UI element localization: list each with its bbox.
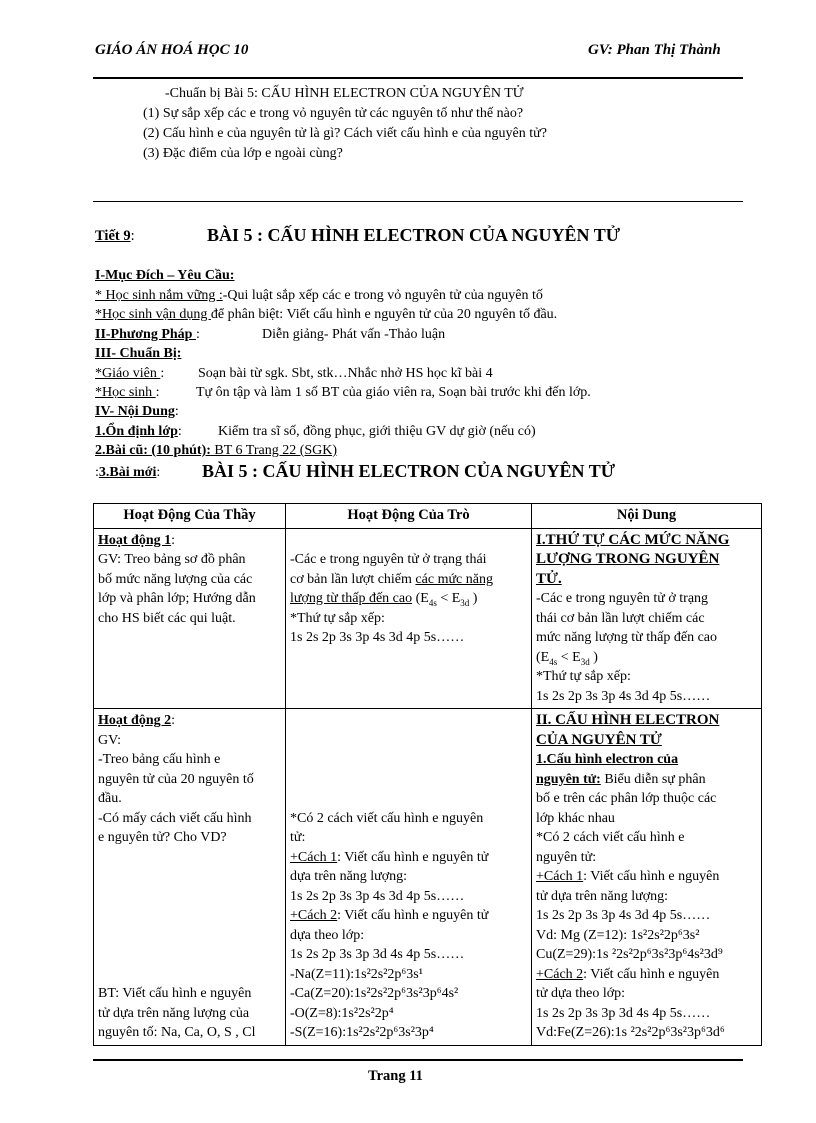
student-cell: -Các e trong nguyên tử ở trạng thái cơ bản lần lượt chiếm các mức năng lượng từ thấp đến cao ($E_{4s} < E_{3d}$ ) *Thứ tự sắp xếp: 1s 2s 2p 3s 3p 4s 3d 4p 5s…… — [286, 528, 532, 709]
step-class-check: 1.Ổn định lớp: — [95, 424, 182, 439]
new-lesson-title: BÀI 5 : CẤU HÌNH ELECTRON CỦA NGUYÊN TỬ — [202, 461, 616, 481]
section-method: II-Phương Pháp : — [95, 327, 200, 342]
teacher-cell: Hoạt động 1: GV: Treo bảng sơ đồ phân bố mức năng lượng của các lớp và phân lớp; Hướng dẫn cho HS biết các qui luật. — [94, 528, 286, 709]
footer-rule — [93, 1059, 743, 1061]
objective-2: *Học sinh vận dụng để phân biệt: Viết cấu hình e nguyên tử của 20 nguyên tố đầu. — [95, 307, 558, 322]
teacher-cell: Hoạt động 2: GV: -Treo bảng cấu hình e nguyên tử của 20 nguyên tố đầu. -Có mấy cách viết cấu hình e nguyên tử? Cho VD? BT: Viết cấu hình e nguyên tử dựa trên năng lượng của nguyên tố: Na, Ca, O, S , Cl — [94, 709, 286, 1046]
table-row — [94, 528, 762, 709]
prep-teacher-label: *Giáo viên : — [95, 366, 165, 381]
section-preparation-heading: III- Chuẩn Bị: — [95, 346, 182, 361]
header-title: GIÁO ÁN HOÁ HỌC 10 — [95, 42, 249, 58]
activity-heading: Hoạt động 1: — [98, 532, 176, 548]
section-divider — [93, 201, 743, 202]
prep-student-label: *Học sinh : — [95, 385, 160, 400]
content-cell: I.THỨ TỰ CÁC MỨC NĂNG LƯỢNG TRONG NGUYÊN TỬ. -Các e trong nguyên tử ở trạng thái cơ bản lần lượt chiếm các mức năng lượng từ thấp đến cao ($E_{4s} < E_{3d}$ ) *Thứ tự sắp xếp: 1s 2s 2p 3s 3p 4s 3d 4p 5s…… — [532, 528, 762, 709]
prep-question-1: (1) Sự sắp xếp các e trong vỏ nguyên tử các nguyên tố như thế nào? — [143, 106, 524, 121]
step-new-lesson: :3.Bài mới: — [95, 465, 161, 480]
page-number: Trang 11 — [368, 1068, 423, 1084]
prep-student-text: Tự ôn tập và làm 1 số BT của giáo viên ra, Soạn bài trước khi đến lớp. — [196, 385, 591, 400]
header-rule — [93, 77, 743, 79]
prep-question-2: (2) Cấu hình e của nguyên tử là gì? Cách viết cấu hình e của nguyên tử? — [143, 126, 547, 141]
activity-heading: Hoạt động 2: — [98, 713, 176, 728]
lesson-table — [93, 503, 762, 1046]
column-header-student: Hoạt Động Của Trò — [286, 504, 532, 529]
period-label: Tiết 9 — [95, 228, 131, 244]
header-author: GV: Phan Thị Thành — [588, 42, 721, 58]
lesson-period: Tiết 9: — [95, 228, 135, 244]
column-header-teacher: Hoạt Động Của Thầy — [94, 504, 286, 529]
prep-intro: -Chuẩn bị Bài 5: CẤU HÌNH ELECTRON CỦA NGUYÊN TỬ — [165, 86, 524, 101]
step-class-check-text: Kiểm tra sĩ số, đồng phục, giới thiệu GV dự giờ (nếu có) — [218, 424, 536, 439]
table-row — [94, 709, 762, 1046]
content-cell: II. CẤU HÌNH ELECTRON CỦA NGUYÊN TỬ 1.Cấu hình electron của nguyên tử: Biểu diễn sự phân bố e trên các phân lớp thuộc các lớp khác nhau *Có 2 cách viết cấu hình e nguyên tử: +Cách 1: Viết cấu hình e nguyên tử dựa trên năng lượng: 1s 2s 2p 3s 3p 4s 3d 4p 5s…… Vd: Mg (Z=12): 1s²2s²2p⁶3s² Cu(Z=29):1s ²2s²2p⁶3s²3p⁶4s²3d⁹ +Cách 2: Viết cấu hình e nguyên tử dựa theo lớp: 1s 2s 2p 3s 3p 3d 4s 4p 5s…… Vd:Fe(Z=26):1s ²2s²2p⁶3s²3p⁶3d⁶ — [532, 709, 762, 1046]
method-text: Diễn giảng- Phát vấn -Thảo luận — [262, 327, 446, 342]
prep-question-3: (3) Đặc điểm của lớp e ngoài cùng? — [143, 146, 343, 161]
section-content-heading: IV- Nội Dung: — [95, 404, 179, 419]
column-header-content: Nội Dung — [532, 504, 762, 529]
lesson-title: BÀI 5 : CẤU HÌNH ELECTRON CỦA NGUYÊN TỬ — [207, 225, 621, 245]
objective-1: * Học sinh nắm vững :-Qui luật sắp xếp các e trong vỏ nguyên tử của nguyên tố — [95, 288, 543, 303]
table-header-row — [94, 504, 762, 529]
prep-teacher-text: Soạn bài từ sgk. Sbt, stk…Nhắc nhở HS học kĩ bài 4 — [198, 366, 493, 381]
section-objectives-heading: I-Mục Đích – Yêu Cầu: — [95, 268, 235, 283]
step-old-lesson: 2.Bài cũ: (10 phút): BT 6 Trang 22 (SGK) — [95, 443, 338, 458]
student-cell: *Có 2 cách viết cấu hình e nguyên tử: +Cách 1: Viết cấu hình e nguyên tử dựa trên năng lượng: 1s 2s 2p 3s 3p 4s 3d 4p 5s…… +Cách 2: Viết cấu hình e nguyên tử dựa theo lớp: 1s 2s 2p 3s 3p 3d 4s 4p 5s…… -Na(Z=11):1s²2s²2p⁶3s¹ -Ca(Z=20):1s²2s²2p⁶3s²3p⁶4s² -O(Z=8):1s²2s²2p⁴ -S(Z=16):1s²2s²2p⁶3s²3p⁴ — [286, 709, 532, 1046]
